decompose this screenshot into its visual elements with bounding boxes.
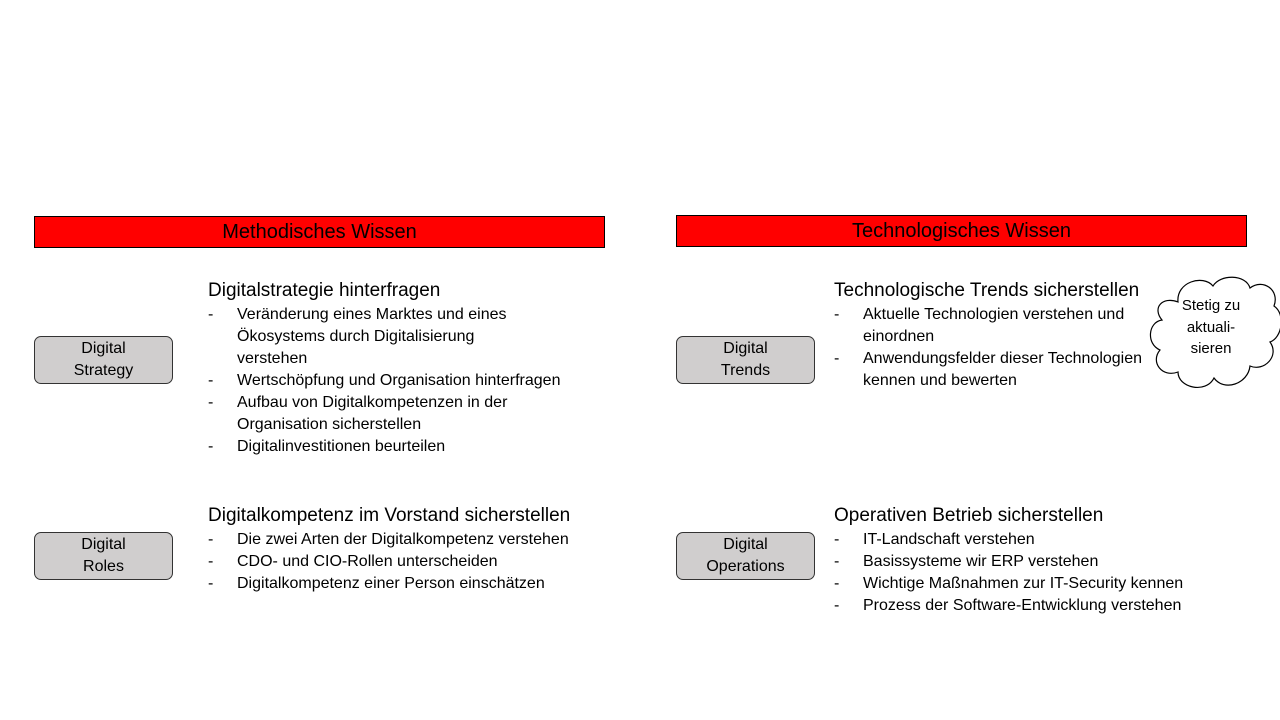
list-item: - Wichtige Maßnahmen zur IT-Security kennen [834, 573, 1244, 595]
item-list [834, 304, 1174, 392]
tag-digital-roles [34, 532, 173, 580]
tag-digital-trends [676, 336, 815, 384]
list-item: - CDO- und CIO-Rollen unterscheiden [208, 551, 618, 573]
tag-line: Digital [81, 340, 126, 357]
tag-line: Digital [723, 340, 768, 357]
list-item: - Wertschöpfung und Organisation hinterfragen [208, 370, 608, 392]
methodisch-header-label: Methodisches Wissen [222, 221, 417, 243]
item-list [834, 529, 1244, 617]
section-title: Digitalstrategie hinterfragen [208, 280, 441, 301]
tag-digital-operations [676, 532, 815, 580]
tag-line: Digital [81, 536, 126, 553]
tag-line: Strategy [73, 362, 134, 379]
methodisch-header [34, 216, 605, 248]
technologisch-header-label: Technologisches Wissen [852, 220, 1071, 242]
cloud-note [1168, 295, 1254, 360]
section-digital-roles [208, 503, 618, 595]
list-item: - Prozess der Software-Entwicklung verstehen [834, 595, 1244, 617]
list-item: - Aktuelle Technologien verstehen und einordnen [834, 304, 1133, 348]
section-title: Digitalkompetenz im Vorstand sicherstellen [208, 505, 571, 526]
tag-line: Operations [706, 558, 785, 575]
tag-line: Roles [83, 558, 124, 575]
cloud-note-line: aktuali- [1186, 318, 1236, 336]
tag-line: Trends [720, 362, 771, 379]
tag-digital-strategy [34, 336, 173, 384]
list-item: - Anwendungsfelder dieser Technologien kennen und bewerten [834, 348, 1163, 392]
cloud-note-line: Stetig zu [1181, 297, 1241, 314]
cloud-note-line: sieren [1190, 340, 1232, 357]
section-digital-strategy [208, 278, 608, 458]
section-title: Operativen Betrieb sicherstellen [834, 505, 1104, 526]
list-item: - Basissysteme wir ERP verstehen [834, 551, 1244, 573]
section-digital-operations [834, 503, 1244, 617]
technologisch-header [676, 215, 1247, 247]
item-list [208, 304, 608, 458]
section-title: Technologische Trends sicherstellen [834, 280, 1140, 301]
tag-line: Digital [723, 536, 768, 553]
section-digital-trends [834, 278, 1174, 392]
list-item: - Veränderung eines Marktes und eines Ökosystems durch Digitalisierung verstehen [208, 304, 537, 370]
list-item: - Die zwei Arten der Digitalkompetenz verstehen [208, 529, 618, 551]
item-list [208, 529, 618, 595]
list-item: - IT-Landschaft verstehen [834, 529, 1244, 551]
list-item: - Digitalkompetenz einer Person einschätzen [208, 573, 618, 595]
list-item: - Digitalinvestitionen beurteilen [208, 436, 608, 458]
list-item: - Aufbau von Digitalkompetenzen in der Organisation sicherstellen [208, 392, 547, 436]
